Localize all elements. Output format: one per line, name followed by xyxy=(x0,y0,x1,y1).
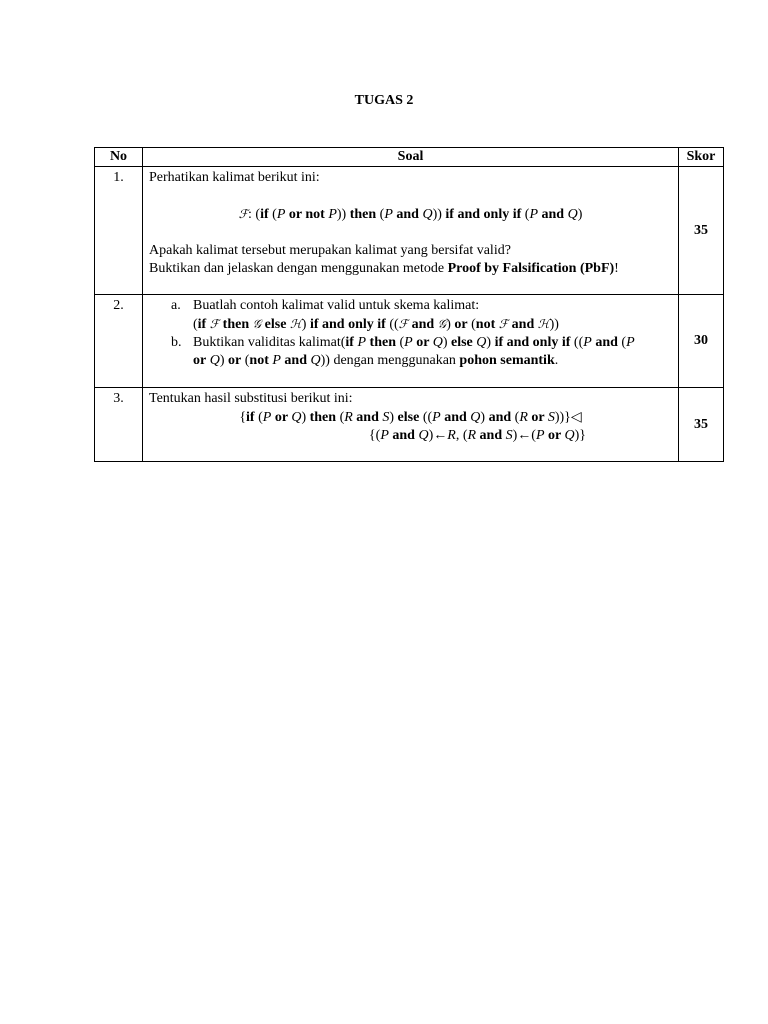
table-header-row xyxy=(95,148,724,167)
question-text: Apakah kalimat tersebut merupakan kalimat yang bersifat valid? xyxy=(149,243,511,258)
question-intro: Perhatikan kalimat berikut ini: xyxy=(149,170,320,185)
header-skor: Skor xyxy=(679,148,724,167)
row-number: 2. xyxy=(95,295,143,388)
question-instruction: Buktikan dan jelaskan dengan menggunakan metode Proof by Falsification (PbF)! xyxy=(149,261,619,276)
header-soal: Soal xyxy=(143,148,679,167)
subquestion-a: a. Buatlah contoh kalimat valid untuk skema kalimat: (if ℱ then 𝒢 else ℋ) if and only if ((ℱ and 𝒢) or (not ℱ and ℋ)) xyxy=(149,297,672,334)
table-row xyxy=(95,388,724,462)
score-cell: 35 xyxy=(679,167,724,295)
formula-line: (if ℱ then 𝒢 else ℋ) if and only if ((ℱ and 𝒢) or (not ℱ and ℋ)) xyxy=(193,317,559,332)
score-cell: 30 xyxy=(679,295,724,388)
header-no: No xyxy=(95,148,143,167)
table-row xyxy=(95,295,724,388)
formula-line: {if (P or Q) then (R and S) else ((P and Q) and (R or S))}◁ xyxy=(239,409,582,425)
question-cell xyxy=(143,295,679,388)
subquestion-b: b. Buktikan validitas kalimat(if P then (P or Q) else Q) if and only if ((P and (P or Q) or (not P and Q)) dengan menggunakan pohon semantik. xyxy=(171,335,635,368)
formula-line: ℱ: (if (P or not P)) then (P and Q)) if and only if (P and Q) xyxy=(238,207,583,222)
question-cell xyxy=(143,388,679,462)
row-number: 1. xyxy=(95,167,143,295)
question-cell xyxy=(143,167,679,295)
triangle-icon: ◁ xyxy=(570,409,582,425)
table-row xyxy=(95,167,724,295)
formula-line: {(P and Q)←R, (R and S)←(P or Q)} xyxy=(368,428,586,443)
assignment-table xyxy=(94,147,724,462)
score-cell: 35 xyxy=(679,388,724,462)
document-title: TUGAS 2 xyxy=(354,93,414,108)
row-number: 3. xyxy=(95,388,143,462)
question-intro: Tentukan hasil substitusi berikut ini: xyxy=(149,391,353,406)
